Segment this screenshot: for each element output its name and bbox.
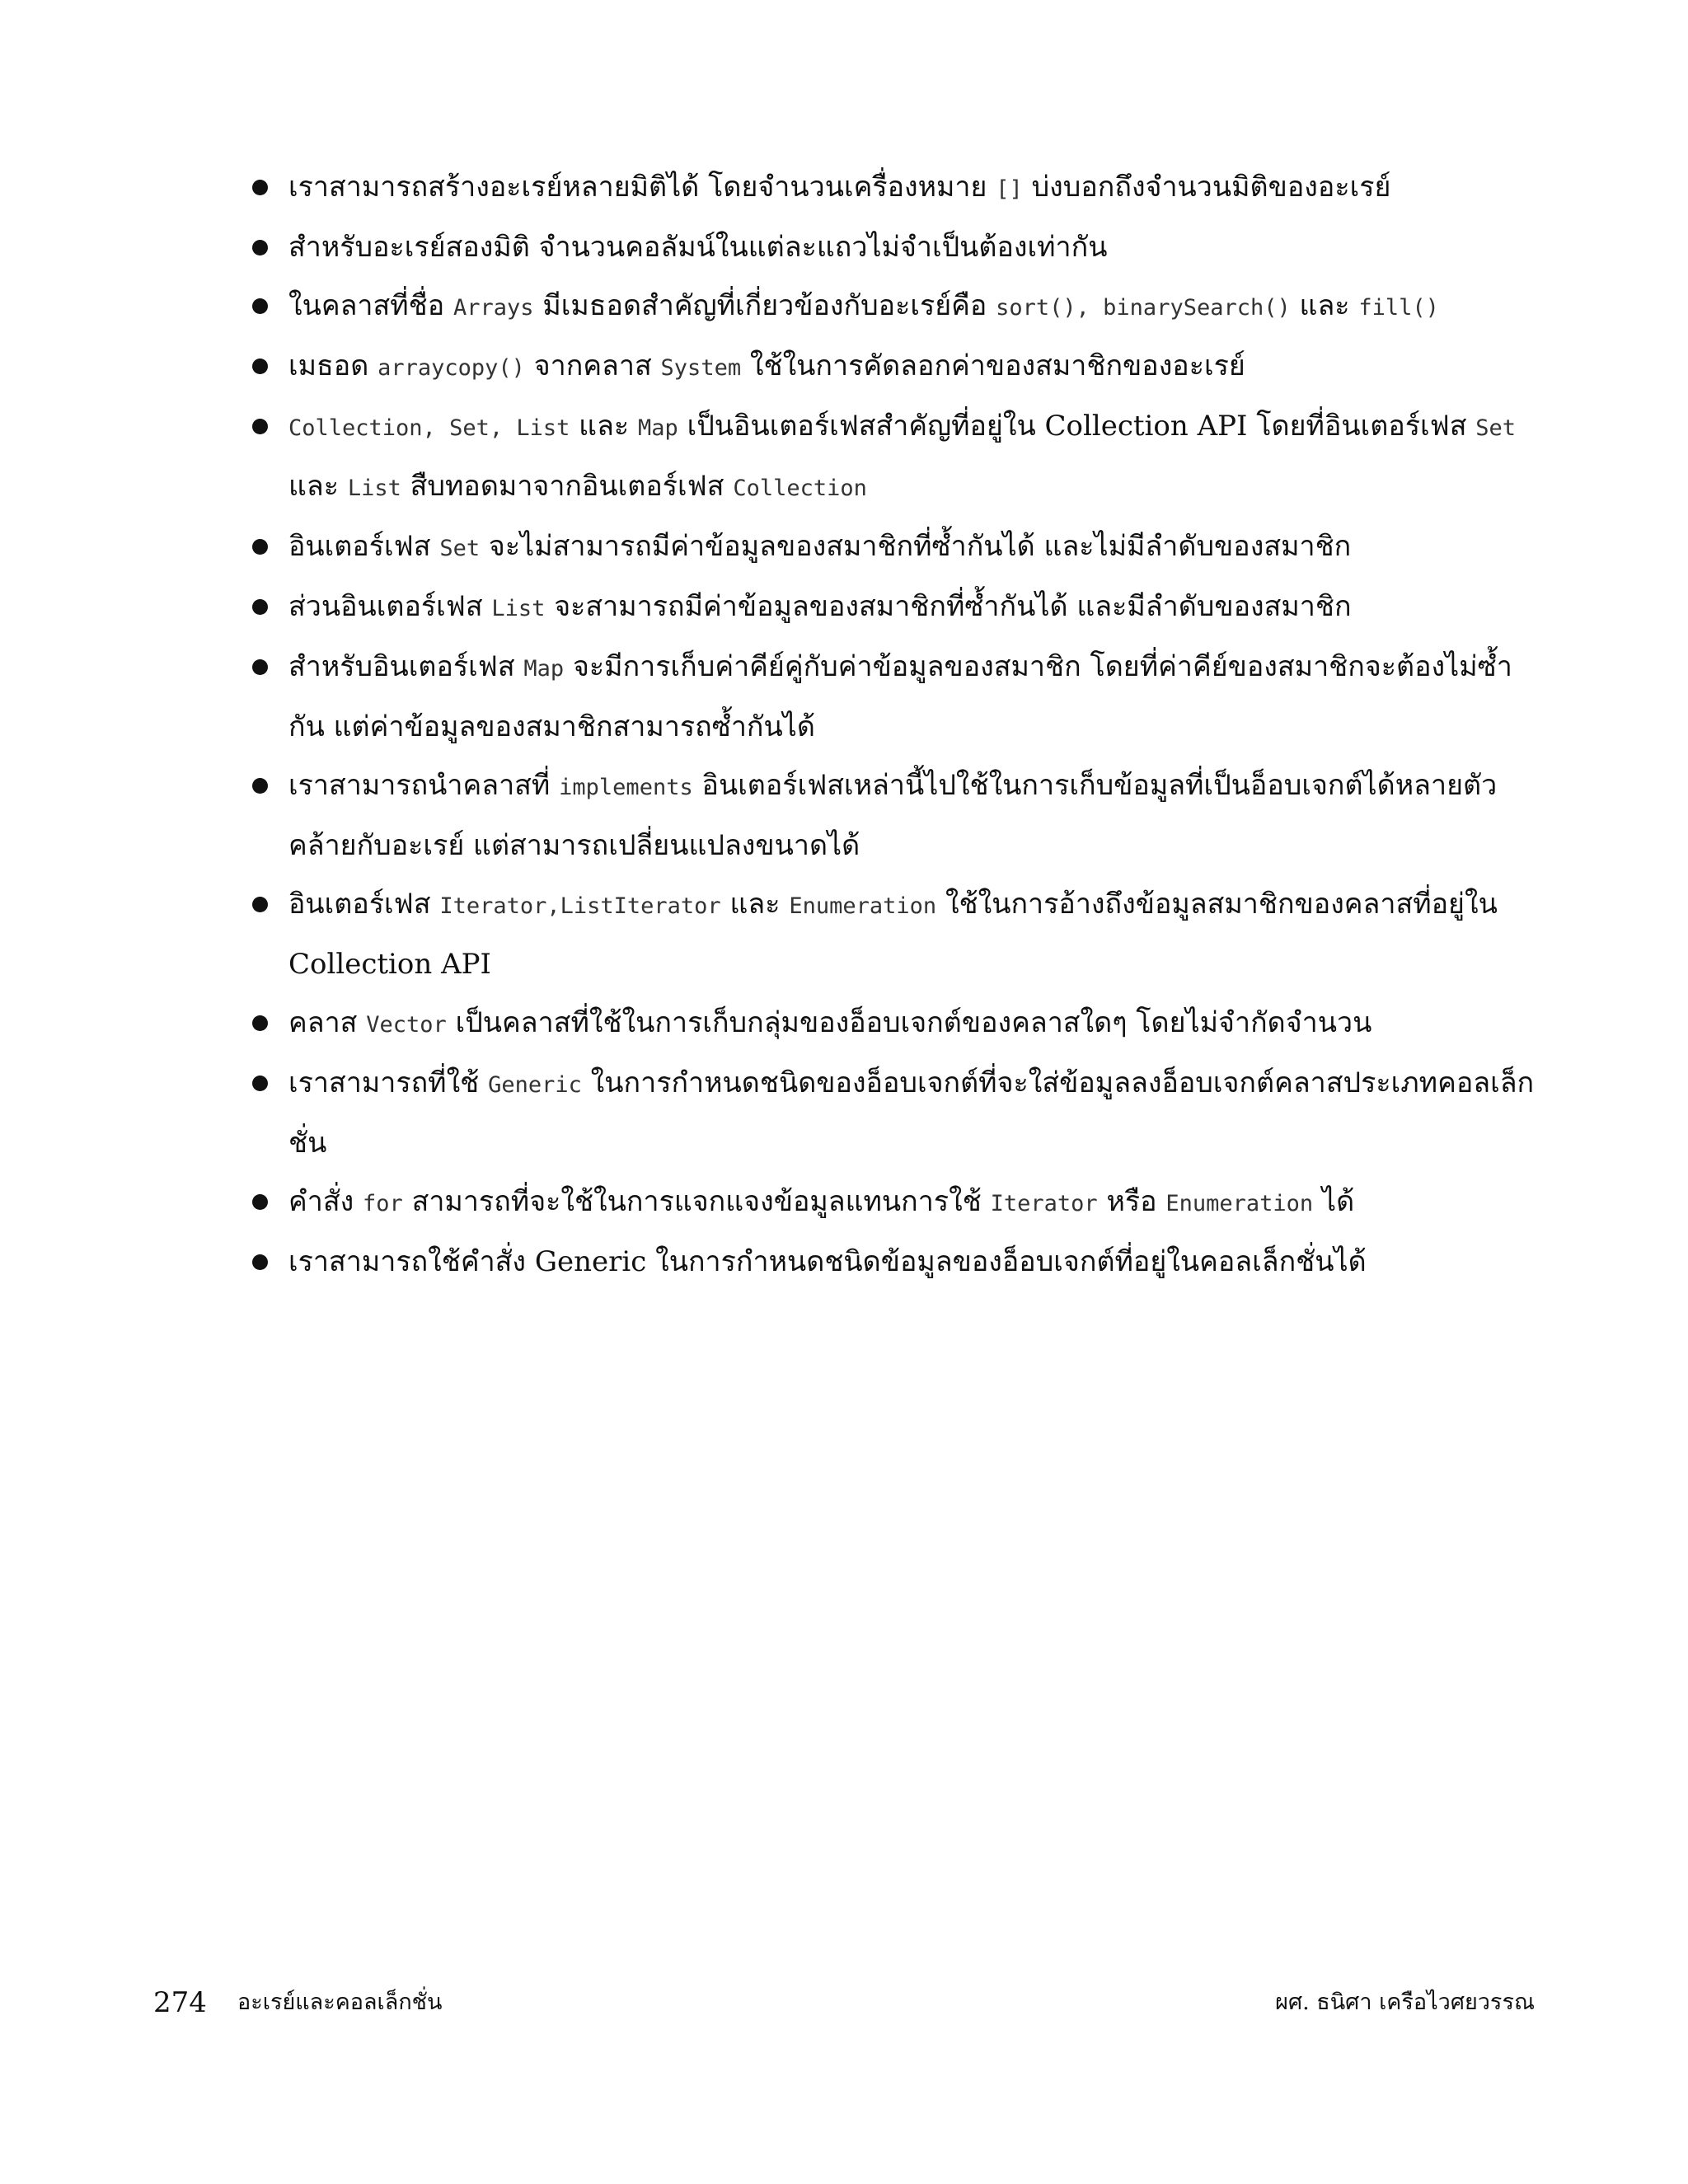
item-text: เราสามารถนำคลาสที่ xyxy=(288,769,560,802)
author-name: ผศ. ธนิศา เครือไวศยวรรณ xyxy=(1275,1990,1535,2015)
bullet-icon xyxy=(252,240,268,255)
item-text: หรือ xyxy=(1097,1185,1166,1218)
summary-item xyxy=(251,875,1536,994)
bullet-icon xyxy=(252,539,268,555)
code-term: Map xyxy=(523,656,565,682)
chapter-title: อะเรย์และคอลเล็กชั่น xyxy=(237,1990,443,2015)
item-text: เป็นอินเตอร์เฟสสำคัญที่อยู่ใน Collection API โดยที่อินเตอร์เฟส xyxy=(678,410,1476,443)
code-term: List xyxy=(347,476,401,501)
item-text: อินเตอร์เฟส xyxy=(288,888,440,921)
code-term: implements xyxy=(559,775,693,800)
page-footer xyxy=(153,1978,1535,2027)
item-text: เมธอด xyxy=(288,349,378,382)
bullet-icon xyxy=(252,419,268,434)
item-text: คลาส xyxy=(288,1006,367,1039)
bullet-icon xyxy=(252,778,268,794)
bullet-icon xyxy=(252,599,268,615)
summary-item xyxy=(251,518,1536,578)
item-text: ได้ xyxy=(1313,1185,1355,1218)
summary-item xyxy=(251,218,1536,277)
bullet-icon xyxy=(252,897,268,912)
bullet-icon xyxy=(252,1076,268,1091)
item-text: บ่งบอกถึงจำนวนมิติของอะเรย์ xyxy=(1022,171,1391,204)
code-term: System xyxy=(660,355,742,381)
item-text: เราสามารถที่ใช้ xyxy=(288,1066,489,1099)
item-text: อินเตอร์เฟสเหล่านี้ไปใช้ในการเก็บข้อมูลที่เป็นอ็อบเจกต์ได้หลายตัว คล้ายกับอะเรย์ แต่สามารถเปลี่ยนแปลงขนาดได้ xyxy=(288,769,1498,862)
item-text: ส่วนอินเตอร์เฟส xyxy=(288,590,492,623)
item-text: มีเมธอดสำคัญที่เกี่ยวข้องกับอะเรย์คือ xyxy=(533,289,996,322)
item-text: สำหรับอะเรย์สองมิติ จำนวนคอลัมน์ในแต่ละแถวไม่จำเป็นต้องเท่ากัน xyxy=(288,231,1108,264)
summary-item xyxy=(251,397,1536,518)
code-term: [] xyxy=(996,176,1023,202)
code-term: Generic xyxy=(488,1072,582,1098)
summary-item xyxy=(251,578,1536,638)
item-text: สืบทอดมาจากอินเตอร์เฟส xyxy=(401,470,734,503)
item-text: และ xyxy=(720,888,790,921)
bullet-icon xyxy=(252,1015,268,1031)
item-text: และ xyxy=(288,470,348,503)
summary-item xyxy=(251,1054,1536,1173)
bullet-icon xyxy=(252,659,268,675)
summary-item xyxy=(251,757,1536,875)
item-text: สามารถที่จะใช้ในการแจกแจงข้อมูลแทนการใช้ xyxy=(402,1185,991,1218)
code-term: fill() xyxy=(1358,295,1439,321)
summary-item xyxy=(251,158,1536,218)
page-number: 274 xyxy=(153,1986,207,2019)
code-term: Collection xyxy=(733,476,867,501)
summary-item xyxy=(251,337,1536,397)
item-text: อินเตอร์เฟส xyxy=(288,530,440,563)
code-term: Enumeration xyxy=(789,893,937,919)
summary-bullet-list xyxy=(251,158,1536,1291)
code-term: Collection, Set, List xyxy=(288,415,570,441)
item-text: ในการกำหนดชนิดของอ็อบเจกต์ที่จะใส่ข้อมูลลงอ็อบเจกต์คลาสประเภทคอลเล็กชั่น xyxy=(288,1066,1535,1160)
item-text: จะมีการเก็บค่าคีย์คู่กับค่าข้อมูลของสมาชิก โดยที่ค่าคีย์ของสมาชิกจะต้องไม่ซ้ำกัน แต่ค่าข้อมูลของสมาชิกสามารถซ้ำกันได้ xyxy=(288,650,1512,743)
code-term: Map xyxy=(638,415,678,441)
code-term: arraycopy() xyxy=(377,355,525,381)
item-text: เราสามารถใช้คำสั่ง Generic ในการกำหนดชนิดข้อมูลของอ็อบเจกต์ที่อยู่ในคอลเล็กชั่นได้ xyxy=(288,1245,1367,1278)
code-term: Set xyxy=(439,536,481,561)
code-term: Vector xyxy=(366,1012,447,1038)
item-text: ใช้ในการคัดลอกค่าของสมาชิกของอะเรย์ xyxy=(741,349,1245,382)
summary-item xyxy=(251,1173,1536,1233)
code-term: Iterator xyxy=(990,1191,1098,1216)
item-text: และ xyxy=(1290,289,1359,322)
bullet-icon xyxy=(252,359,268,374)
item-text: เป็นคลาสที่ใช้ในการเก็บกลุ่มของอ็อบเจกต์ของคลาสใดๆ โดยไม่จำกัดจำนวน xyxy=(446,1006,1372,1039)
summary-item xyxy=(251,994,1536,1054)
item-text: สำหรับอินเตอร์เฟส xyxy=(288,650,524,683)
item-text: จะสามารถมีค่าข้อมูลของสมาชิกที่ซ้ำกันได้ และมีลำดับของสมาชิก xyxy=(545,590,1352,623)
item-text: ในคลาสที่ชื่อ xyxy=(288,289,453,322)
code-term: Set xyxy=(1475,415,1517,441)
item-text: จะไม่สามารถมีค่าข้อมูลของสมาชิกที่ซ้ำกันได้ และไม่มีลำดับของสมาชิก xyxy=(480,530,1352,563)
item-text: จากคลาส xyxy=(524,349,661,382)
item-text: และ xyxy=(570,410,639,443)
bullet-icon xyxy=(252,1254,268,1270)
code-term: Enumeration xyxy=(1165,1191,1314,1216)
code-term: for xyxy=(363,1191,403,1216)
item-text: เราสามารถสร้างอะเรย์หลายมิติได้ โดยจำนวนเครื่องหมาย xyxy=(288,171,996,204)
bullet-icon xyxy=(252,298,268,314)
item-text: คำสั่ง xyxy=(288,1185,363,1218)
code-term: List xyxy=(491,596,546,621)
code-term: Iterator,ListIterator xyxy=(439,893,721,919)
summary-item xyxy=(251,1233,1536,1291)
item-text: ใช้ในการอ้างถึงข้อมูลสมาชิกของคลาสที่อยู่ใน Collection API xyxy=(288,888,1498,981)
bullet-icon xyxy=(252,180,268,195)
summary-item xyxy=(251,277,1536,337)
code-term: sort(), binarySearch() xyxy=(996,295,1291,321)
summary-item xyxy=(251,638,1536,757)
code-term: Arrays xyxy=(452,295,534,321)
bullet-icon xyxy=(252,1194,268,1210)
